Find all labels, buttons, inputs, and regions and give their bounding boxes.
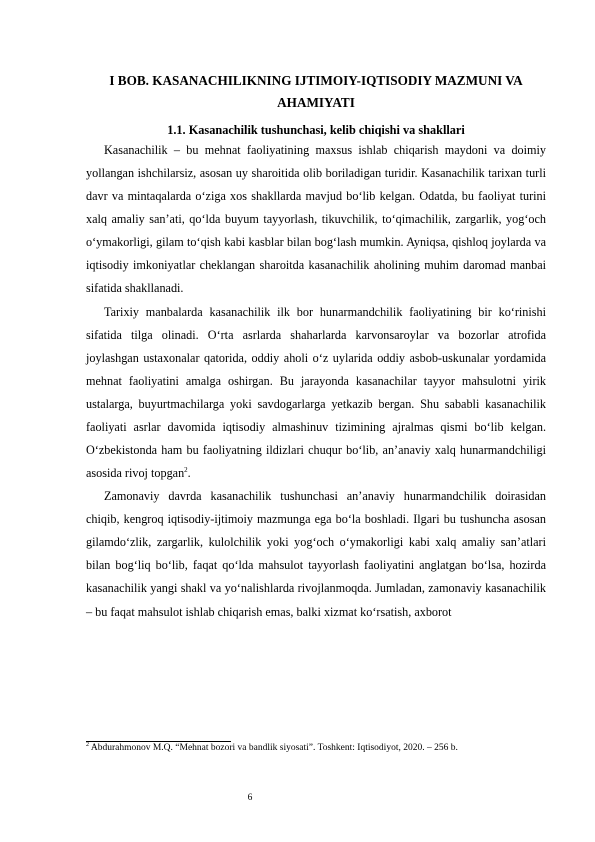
page-number: 6 <box>247 793 253 803</box>
footnote-reference: 2 <box>184 466 188 475</box>
paragraph-1 <box>86 139 546 301</box>
chapter-title-line-2: AHAMIYATI <box>277 95 355 110</box>
paragraph-2-tail: . <box>187 466 191 481</box>
paragraph-1-text: Kasanachilik – bu mehnat faoliyatining maxsus ishlab chiqarish maydoni va doimiy yollangan ishchilarsiz, asosan uy sharoitida olib boriladigan turidir. Kasanachilik tarixan turli davr va mintaqalarda o‘ziga xos shakllarda mavjud bo‘lib kelgan. Odatda, bu faoliyat turini xalq amaliy san’ati, qo‘lda buyum tayyorlash, tikuvchilik, to‘qimachilik, zargarlik, yog‘och o‘ymakorligi, gilam to‘qish kabi kasblar bilan bog‘lash mumkin. Ayniqsa, qishloq joylarda va iqtisodiy imkoniyatlar cheklangan sharoitda kasanachilik aholining muhim daromad manbai sifatida shakllanadi. <box>86 143 546 296</box>
section-title: 1.1. Kasanachilik tushunchasi, kelib chiqishi va shakllari <box>167 123 465 137</box>
footnote-marker: 2 <box>86 741 89 748</box>
footnote-text: Abdurahmonov M.Q. “Mehnat bozori va bandlik siyosati”. Toshkent: Iqtisodiyot, 2020. – 256 b. <box>89 743 458 753</box>
body-text <box>86 139 546 624</box>
footnote <box>86 742 546 755</box>
paragraph-3-text: Zamonaviy davrda kasanachilik tushunchasi an’anaviy hunarmandchilik doirasidan chiqib, kengroq iqtisodiy-ijtimoiy mazmunga ega bo‘la boshladi. Ilgari bu tushuncha asosan gilamdo‘zlik, zargarlik, kulolchilik yoki yog‘och o‘ymakorligi kabi xalq amaliy san’atlari bilan bog‘liq bo‘lib, faqat qo‘lda mahsulot tayyorlash faoliyatini anglatgan bo‘lsa, hozirda kasanachilik yangi shakl va yo‘nalishlarda rivojlanmoqda. Jumladan, zamonaviy kasanachilik – bu faqat mahsulot ishlab chiqarish emas, balki xizmat ko‘rsatish, axborot <box>86 489 546 619</box>
paragraph-2 <box>86 301 546 486</box>
paragraph-2-text: Tarixiy manbalarda kasanachilik ilk bor hunarmandchilik faoliyatining bir ko‘rinishi sifatida tilga olinadi. O‘rta asrlarda shaharlarda karvonsaroylar va bozorlar atrofida joylashgan ustaxonalar qatorida, oddiy aholi o‘z uylarida oddiy asbob-uskunalar yordamida mehnat faoliyatini amalga oshirgan. Bu jarayonda kasanachilar tayyor mahsulotni yirik ustalarga, buyurtmachilarga yoki savdogarlarga yetkazib bergan. Shu sababli kasanachilik faoliyati asrlar davomida iqtisodiy almashinuv tizimining ajralmas qismi bo‘lib kelgan. O‘zbekistonda ham bu faoliyatning ildizlari chuqur bo‘lib, an’anaviy xalq hunarmandchiligi asosida rivoj topgan <box>86 304 546 481</box>
chapter-title-line-1: I BOB. KASANACHILIKNING IJTIMOIY-IQTISODIY MAZMUNI VA <box>109 73 523 88</box>
paragraph-3 <box>86 485 546 623</box>
